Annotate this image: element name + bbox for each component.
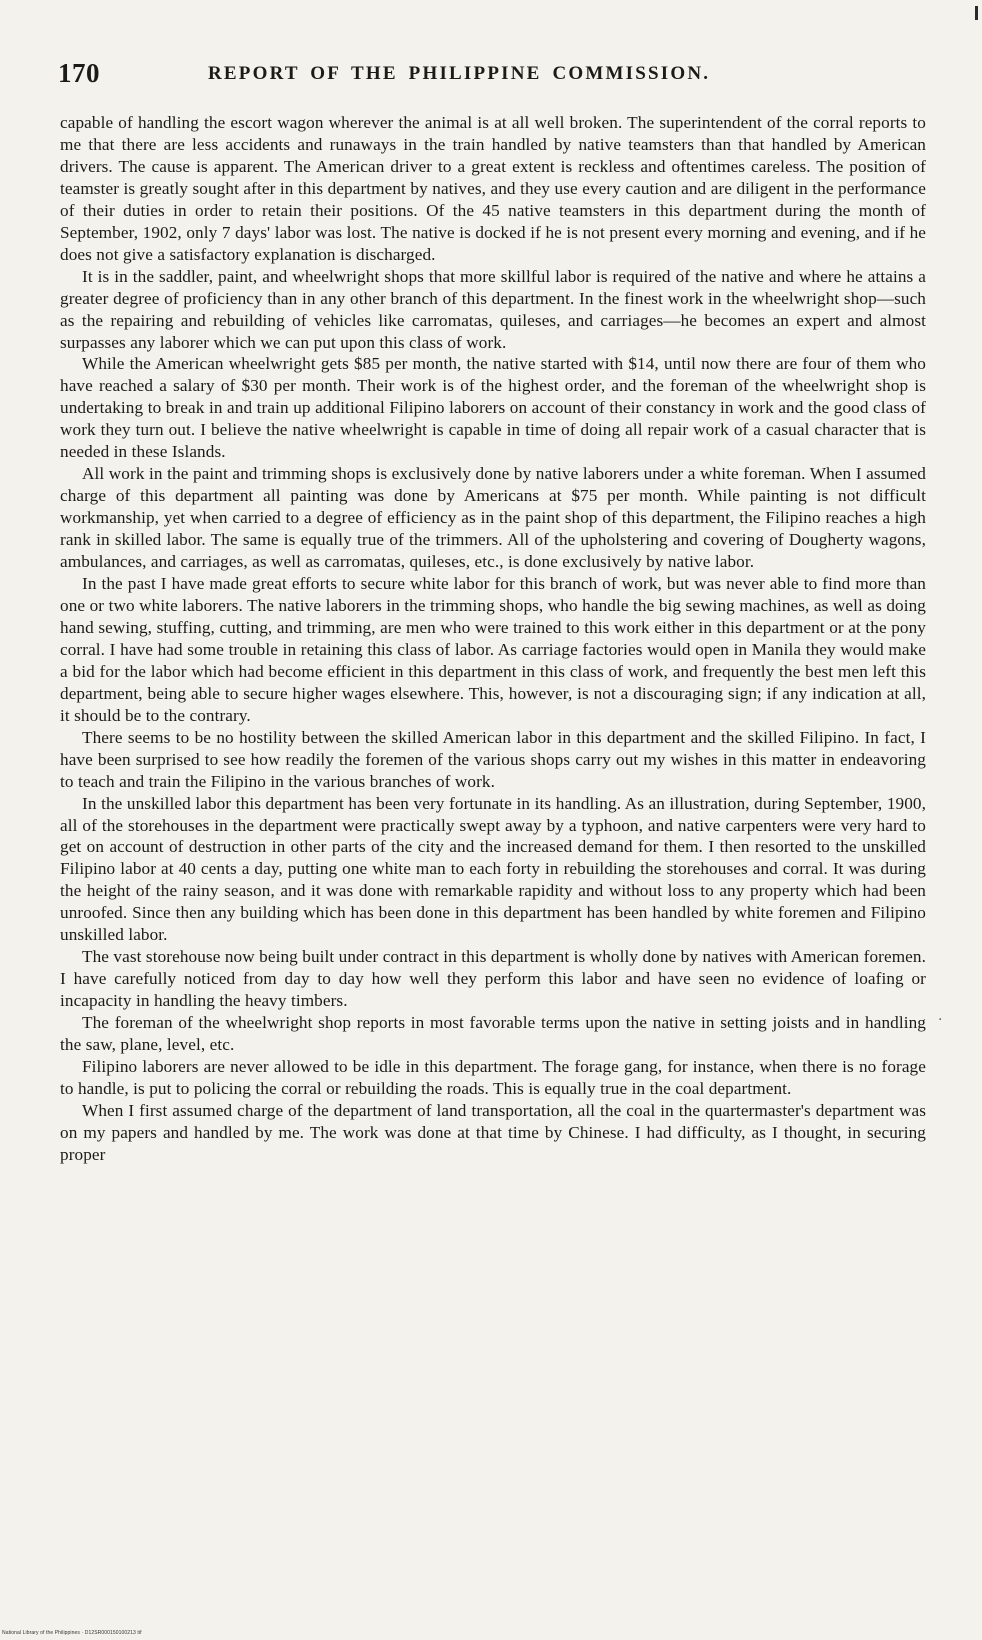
scan-credit: National Library of the Philippines · D12SR000150100213 tif xyxy=(2,1630,142,1636)
paragraph: In the unskilled labor this department has been very fortunate in its handling. As an illustration, during September, 1900, all of the storehouses in the department were practically swept away by a typhoon, and native carpenters were very hard to get on account of destruction in other parts of the city and the increased demand for them. I then resorted to the unskilled Filipino labor at 40 cents a day, putting one white man to each forty in rebuilding the storehouses and corral. It was during the height of the rainy season, and it was done with remarkable rapidity and without loss to any property which had been unroofed. Since then any building which has been done in this department has been handled by white foremen and Filipino unskilled labor. xyxy=(60,793,926,945)
scan-edge-mark xyxy=(975,6,978,20)
paragraph: When I first assumed charge of the department of land transportation, all the coal in the quartermaster's department was on my papers and handled by me. The work was done at that time by Chinese. I had difficulty, as I thought, in securing proper xyxy=(60,1100,926,1164)
paragraph: While the American wheelwright gets $85 per month, the native started with $14, until now there are four of them who have reached a salary of $30 per month. Their work is of the highest order, and the foreman of the wheelwright shop is undertaking to break in and train up additional Filipino laborers on account of their constancy in work and the good class of work they turn out. I believe the native wheelwright is capable in time of doing all repair work of a casual character that is needed in these Islands. xyxy=(60,354,926,462)
paragraph: All work in the paint and trimming shops is exclusively done by native laborers under a white foreman. When I assumed charge of this department all painting was done by Americans at $75 per month. While painting is not difficult workmanship, yet when carried to a degree of efficiency as in the paint shop of this department, the Filipino reaches a high rank in skilled labor. The same is equally true of the trimmers. All of the upholstering and covering of Dougherty wagons, ambulances, and carriages, as well as carromatas, quileses, etc., is done exclusively by native labor. xyxy=(60,464,926,572)
paragraph: capable of handling the escort wagon wherever the animal is at all well broken. The superintendent of the corral reports to me that there are less accidents and runaways in the train handled by native teamsters than that handled by American drivers. The cause is apparent. The American driver to a great extent is reckless and oftentimes careless. The position of teamster is greatly sought after in this department by natives, and they use every caution and are diligent in the performance of their duties in order to retain their positions. Of the 45 native teamsters in this department during the month of September, 1902, only 7 days' labor was lost. The native is docked if he is not present every morning and evening, and if he does not give a satisfactory explanation is discharged. xyxy=(60,113,926,264)
page-header xyxy=(58,58,928,92)
paragraph: The vast storehouse now being built under contract in this department is wholly done by natives with American foremen. I have carefully noticed from day to day how well they perform this labor and have seen no evidence of loafing or incapacity in handling the heavy timbers. xyxy=(60,947,926,1011)
paragraph: It is in the saddler, paint, and wheelwright shops that more skillful labor is required of the native and where he attains a greater degree of proficiency than in any other branch of this department. In the finest work in the wheelwright shop—such as the repairing and rebuilding of vehicles like carromatas, quileses, and carriages—he becomes an expert and almost surpasses any laborer which we can put upon this class of work. xyxy=(60,266,926,352)
running-head: REPORT OF THE PHILIPPINE COMMISSION. xyxy=(208,63,711,84)
paragraph: In the past I have made great efforts to secure white labor for this branch of work, but was never able to find more than one or two white laborers. The native laborers in the trimming shops, who handle the big sewing machines, as well as doing hand sewing, stuffing, cutting, and trimming, are men who were trained to this work either in this department or at the pony corral. I have had some trouble in retaining this class of labor. As carriage factories would open in Manila they would make a bid for the labor which had become efficient in this department in this class of work, and frequently the best men left this department, being able to secure higher wages elsewhere. This, however, is not a discouraging sign; if any indication at all, it should be to the contrary. xyxy=(60,574,926,725)
paragraph: The foreman of the wheelwright shop reports in most favorable terms upon the native in setting joists and in handling the saw, plane, level, etc. xyxy=(60,1013,926,1055)
paragraph: There seems to be no hostility between the skilled American labor in this department and the skilled Filipino. In fact, I have been surprised to see how readily the foremen of the various shops carry out my wishes in this matter in endeavoring to teach and train the Filipino in the various branches of work. xyxy=(60,727,926,791)
page-number: 170 xyxy=(58,58,100,88)
body-text xyxy=(60,112,926,1166)
margin-mark: · xyxy=(938,1012,943,1028)
paragraph: Filipino laborers are never allowed to be idle in this department. The forage gang, for instance, when there is no forage to handle, is put to policing the corral or rebuilding the roads. This is equally true in the coal department. xyxy=(60,1056,926,1098)
